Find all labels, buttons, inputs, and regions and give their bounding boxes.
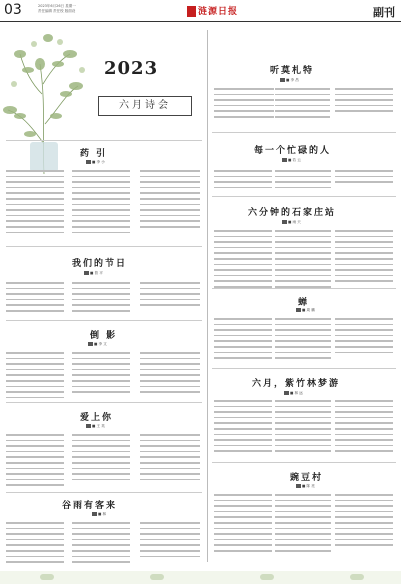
- poem-author: ■ 李 文: [88, 342, 107, 347]
- poem-title: 听莫札特: [270, 66, 315, 76]
- hero-banner: [98, 96, 192, 116]
- poem-title: 豌豆村: [290, 473, 324, 483]
- poem-title: 谷雨有客来: [62, 501, 118, 511]
- poem-body: [335, 400, 393, 456]
- poem-author: ■ 李 昌: [280, 78, 299, 83]
- poem-body: [335, 230, 393, 286]
- poem-body: [275, 88, 330, 122]
- issue-editors: 责任编辑 责任校 版面设: [38, 8, 76, 13]
- poem-body: [214, 88, 274, 122]
- banner-title: 六月诗会: [119, 100, 171, 111]
- issue-date: 2023年6月26日 星期一: [38, 4, 76, 8]
- page-header: [0, 0, 401, 22]
- poem-title: 倒 影: [90, 331, 118, 341]
- poem-author: ■ 林 远: [284, 391, 303, 396]
- poem-author: ■ 曾 平: [84, 271, 103, 276]
- poem-body: [140, 522, 200, 561]
- page-number: 03: [4, 2, 22, 18]
- newspaper-logo: [187, 4, 238, 17]
- poem-title: 爱上你: [80, 413, 114, 423]
- poem-body: [214, 318, 272, 363]
- poem-author: ■ 林: [92, 512, 106, 517]
- poem-title: 六分钟的石家庄站: [248, 208, 337, 218]
- poem-body: [275, 318, 331, 363]
- poem-body: [140, 282, 200, 310]
- plant-illustration: [0, 24, 92, 174]
- section-rule: [6, 140, 202, 141]
- poem-body: [275, 170, 331, 192]
- poem-body: [214, 170, 272, 192]
- poem-author: ■ 雨 天: [282, 220, 301, 225]
- poem-body: [72, 522, 130, 567]
- poem-body: [140, 352, 200, 397]
- poem-author: ■ 王 英: [86, 424, 105, 429]
- column-divider: [207, 30, 208, 562]
- poem-author: ■ 若 云: [282, 158, 301, 163]
- section-rule: [212, 368, 396, 369]
- poem-body: [72, 352, 130, 397]
- issue-meta: [38, 4, 76, 13]
- logo-text: 涟源日报: [198, 7, 239, 17]
- section-rule: [6, 320, 202, 321]
- poem-body: [275, 494, 331, 556]
- poem-body: [275, 230, 331, 292]
- section-rule: [212, 196, 396, 197]
- section-rule: [212, 132, 396, 133]
- poem-author: ■ 李 小: [86, 160, 105, 165]
- poem-body: [214, 230, 272, 292]
- poem-body: [140, 434, 200, 484]
- footer-decoration: [0, 571, 401, 584]
- poem-body: [72, 434, 130, 484]
- section-title: 副刊: [373, 6, 395, 19]
- section-rule: [212, 462, 396, 463]
- poem-body: [214, 400, 272, 456]
- poem-body: [335, 494, 393, 550]
- poem-author: ■ 陈 亮: [296, 484, 315, 489]
- poem-title: 每一个忙碌的人: [254, 146, 332, 156]
- section-rule: [6, 492, 202, 493]
- poem-body: [335, 88, 393, 116]
- poem-body: [335, 170, 393, 187]
- section-rule: [212, 288, 396, 289]
- poem-body: [6, 434, 64, 490]
- seal-icon: [187, 6, 196, 17]
- poem-title: 药 引: [80, 149, 108, 159]
- poem-body: [6, 522, 64, 567]
- hero-year: 2023: [104, 58, 159, 79]
- poem-body: [140, 170, 200, 232]
- poem-title: 六月，紫竹林梦游: [252, 379, 341, 389]
- section-rule: [6, 246, 202, 247]
- poem-title: 蝉: [298, 298, 310, 308]
- poem-title: 我们的节日: [72, 259, 128, 269]
- poem-body: [6, 170, 64, 237]
- poem-body: [335, 318, 393, 357]
- poem-body: [6, 282, 64, 316]
- poem-body: [275, 400, 331, 456]
- poem-body: [72, 170, 130, 237]
- poem-body: [72, 282, 130, 316]
- section-rule: [6, 402, 202, 403]
- poem-author: ■ 周 鹏: [296, 308, 315, 313]
- poem-body: [6, 352, 64, 402]
- poem-body: [214, 494, 272, 556]
